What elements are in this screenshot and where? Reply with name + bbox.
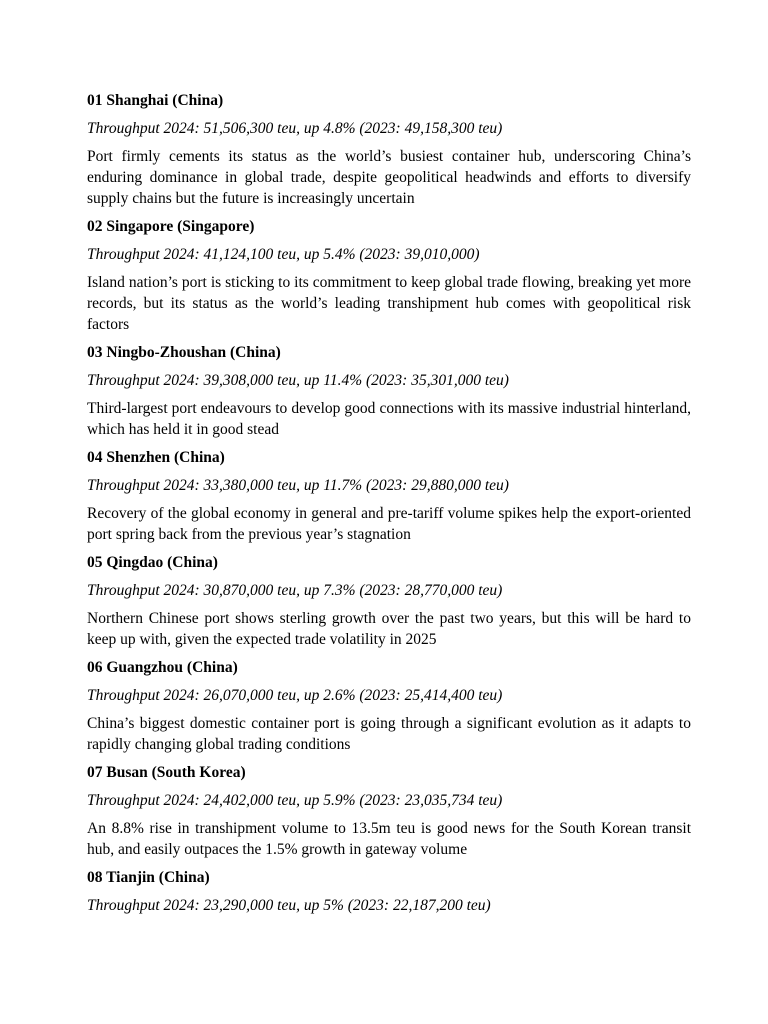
port-entry-ningbo-zhoushan: [87, 342, 691, 440]
port-title: 06 Guangzhou (China): [87, 659, 238, 676]
port-description: China’s biggest domestic container port is going through a significant evolution as it adapts to rapidly changing global trading conditions: [87, 715, 691, 753]
document-page: [87, 90, 691, 923]
port-entry-qingdao: [87, 552, 691, 650]
port-description: Recovery of the global economy in general and pre-tariff volume spikes help the export-oriented port spring back from the previous year’s stagnation: [87, 505, 691, 543]
port-description: An 8.8% rise in transhipment volume to 13.5m teu is good news for the South Korean transit hub, and easily outpaces the 1.5% growth in gateway volume: [87, 820, 691, 858]
port-description: Third-largest port endeavours to develop good connections with its massive industrial hinterland, which has held it in good stead: [87, 400, 691, 438]
port-title: 01 Shanghai (China): [87, 92, 224, 109]
port-title: 03 Ningbo-Zhoushan (China): [87, 344, 281, 361]
port-description: Northern Chinese port shows sterling growth over the past two years, but this will be hard to keep up with, given the expected trade volatility in 2025: [87, 610, 691, 648]
port-entry-tianjin: [87, 867, 691, 916]
port-description: Port firmly cements its status as the world’s busiest container hub, underscoring China’s enduring dominance in global trade, despite geopolitical headwinds and efforts to diversify supply chains but the future is increasingly uncertain: [87, 148, 691, 207]
port-description: Island nation’s port is sticking to its commitment to keep global trade flowing, breaking yet more records, but its status as the world’s leading transhipment hub comes with geopolitical risk factors: [87, 274, 691, 333]
port-throughput: Throughput 2024: 30,870,000 teu, up 7.3% (2023: 28,770,000 teu): [87, 582, 503, 599]
port-throughput: Throughput 2024: 51,506,300 teu, up 4.8% (2023: 49,158,300 teu): [87, 120, 503, 137]
port-title: 02 Singapore (Singapore): [87, 218, 255, 235]
port-title: 05 Qingdao (China): [87, 554, 218, 571]
port-title: 04 Shenzhen (China): [87, 449, 225, 466]
port-title: 07 Busan (South Korea): [87, 764, 246, 781]
port-entry-guangzhou: [87, 657, 691, 755]
port-entry-busan: [87, 762, 691, 860]
port-entry-shenzhen: [87, 447, 691, 545]
port-title: 08 Tianjin (China): [87, 869, 210, 886]
port-throughput: Throughput 2024: 41,124,100 teu, up 5.4% (2023: 39,010,000): [87, 246, 480, 263]
port-throughput: Throughput 2024: 24,402,000 teu, up 5.9% (2023: 23,035,734 teu): [87, 792, 503, 809]
port-entry-singapore: [87, 216, 691, 335]
port-throughput: Throughput 2024: 23,290,000 teu, up 5% (2023: 22,187,200 teu): [87, 897, 491, 914]
port-entry-shanghai: [87, 90, 691, 209]
port-throughput: Throughput 2024: 33,380,000 teu, up 11.7% (2023: 29,880,000 teu): [87, 477, 509, 494]
port-throughput: Throughput 2024: 39,308,000 teu, up 11.4% (2023: 35,301,000 teu): [87, 372, 509, 389]
port-throughput: Throughput 2024: 26,070,000 teu, up 2.6% (2023: 25,414,400 teu): [87, 687, 503, 704]
